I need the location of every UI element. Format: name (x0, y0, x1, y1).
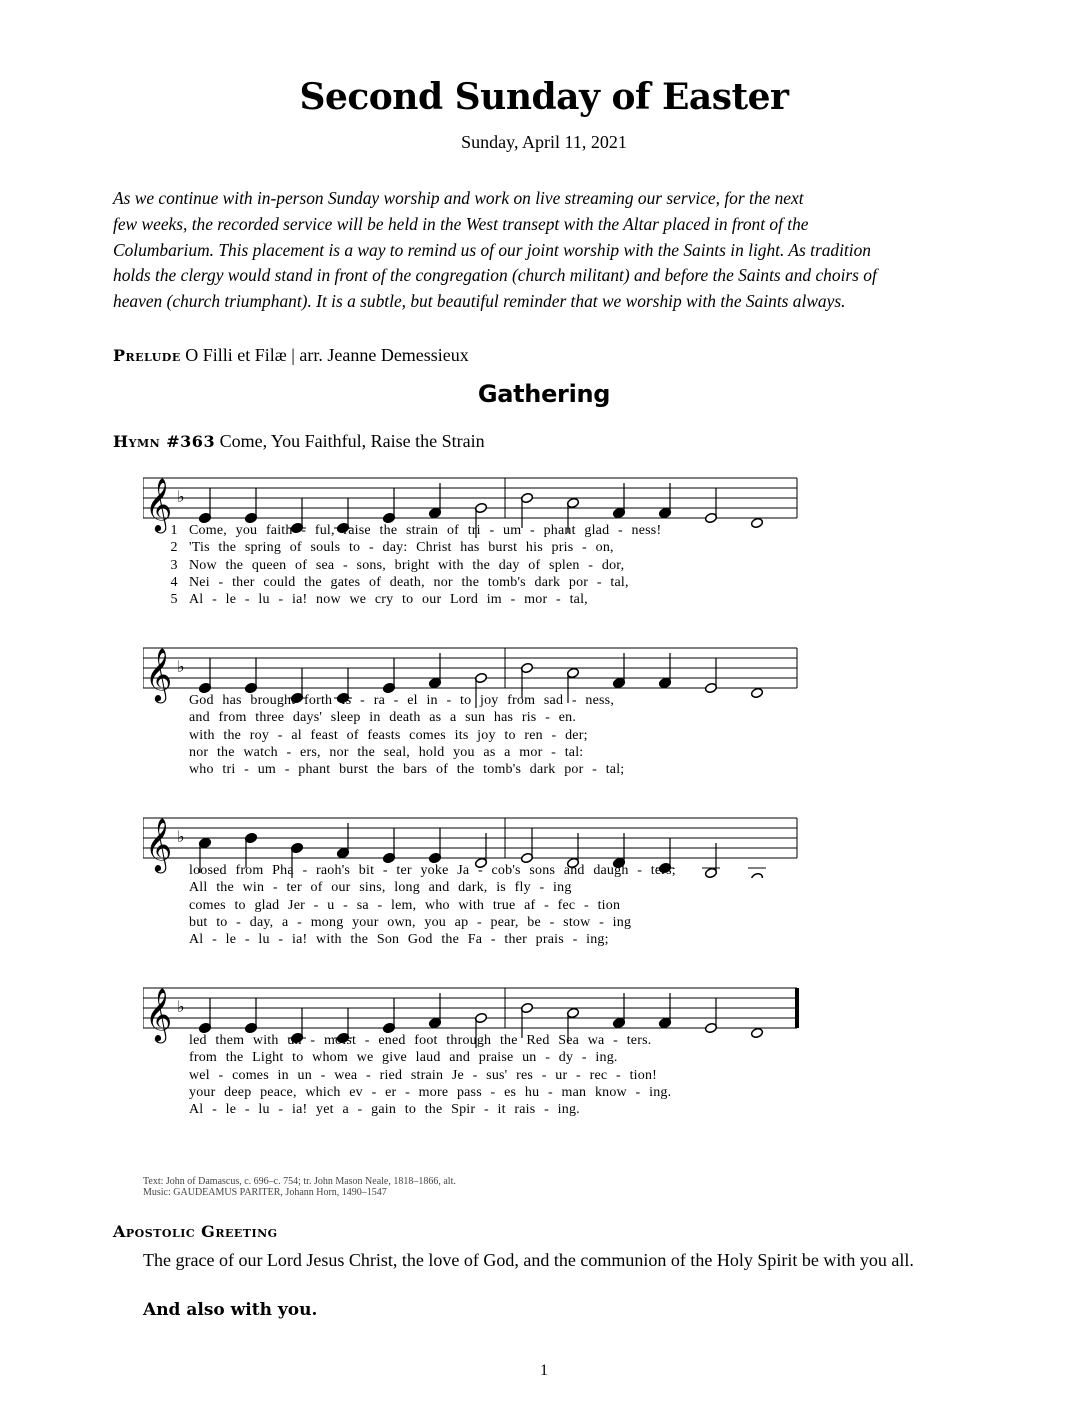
greeting-label: Apostolic Greeting (113, 1222, 278, 1241)
intro-paragraph (113, 186, 993, 315)
lyric-text: from the Light to whom we give laud and praise un - dy - ing. (189, 1050, 618, 1066)
lyric-text: loosed from Pha - raoh's bit - ter yoke Ja - cob's sons and daugh - ters; (189, 863, 676, 878)
lyric-text: God has brought forth Is - ra - el in - to joy from sad - ness, (189, 693, 615, 708)
svg-text:♭: ♭ (177, 997, 185, 1016)
lyric-text: Come, you faith - ful, raise the strain of tri - um - phant glad - ness! (189, 523, 662, 538)
verse-line (143, 914, 803, 931)
svg-text:𝄞: 𝄞 (145, 817, 173, 871)
verse-line (143, 539, 803, 556)
verse-line (143, 897, 803, 914)
intro-line: Columbarium. This placement is a way to remind us of our joint worship with the Saints in light. As tradition (113, 239, 871, 260)
svg-text:♭: ♭ (177, 487, 185, 506)
verse-line (143, 1101, 803, 1118)
intro-line: holds the clergy would stand in front of the congregation (church militant) and before the Saints and choirs of (113, 265, 877, 286)
gathering-heading: Gathering (477, 380, 611, 408)
verse-lyrics (143, 692, 803, 778)
lyric-text: comes to glad Jer - u - sa - lem, who with true af - fec - tion (189, 897, 621, 913)
verse-line (143, 879, 803, 896)
verse-line (143, 744, 803, 761)
verse-lyrics (143, 862, 803, 948)
verse-number: 2 (170, 540, 178, 556)
verse-line (143, 709, 803, 726)
lyric-text: and from three days' sleep in death as a sun has ris - en. (189, 710, 577, 726)
svg-text:𝄞: 𝄞 (145, 647, 173, 701)
verse-line (143, 1049, 803, 1066)
verse-lyrics (143, 522, 803, 608)
lyric-text: 'Tis the spring of souls to - day: Christ has burst his pris - on, (189, 540, 614, 556)
lyric-text: Al - le - lu - ia! with the Son God the Fa - ther prais - ing; (189, 932, 609, 948)
svg-text:𝄞: 𝄞 (145, 987, 173, 1041)
prelude-arranger: arr. Jeanne Demessieux (299, 345, 469, 365)
verse-line (143, 1032, 803, 1049)
hymn-label: Hymn #363 (113, 432, 216, 451)
svg-text:𝄞: 𝄞 (145, 477, 173, 531)
verse-line (143, 522, 803, 539)
verse-line (143, 931, 803, 948)
prelude-label: Prelude (113, 346, 181, 365)
lyric-text: but to - day, a - mong your own, you ap - pear, be - stow - ing (189, 914, 632, 930)
verse-line (143, 591, 803, 608)
service-date: Sunday, April 11, 2021 (461, 132, 627, 152)
lyric-text: your deep peace, which ev - er - more pass - es hu - man know - ing. (189, 1084, 672, 1100)
greeting-response: And also with you. (143, 1300, 318, 1320)
lyric-text: nor the watch - ers, nor the seal, hold you as a mor - tal: (189, 744, 584, 760)
verse-number: 1 (170, 523, 178, 538)
page-number: 1 (540, 1362, 548, 1379)
hymn-title: Come, You Faithful, Raise the Strain (219, 431, 485, 451)
verse-line (143, 727, 803, 744)
hymn-score (143, 466, 803, 1146)
svg-text:♭: ♭ (177, 657, 185, 676)
text-credit: Text: John of Damascus, c. 696–c. 754; tr. John Mason Neale, 1818–1866, alt. (143, 1176, 456, 1187)
verse-line (143, 761, 803, 778)
verse-number: 3 (170, 557, 178, 573)
verse-line (143, 557, 803, 574)
prelude-line (113, 345, 469, 366)
intro-line: As we continue with in-person Sunday worship and work on live streaming our service, for the next (113, 188, 804, 208)
verse-line (143, 1067, 803, 1084)
lyric-text: Al - le - lu - ia! now we cry to our Lord im - mor - tal, (189, 592, 588, 608)
hymn-credits (143, 1176, 456, 1198)
verse-line (143, 1084, 803, 1101)
verse-line (143, 574, 803, 591)
music-credit: Music: GAUDEAMUS PARITER, Johann Horn, 1490–1547 (143, 1187, 387, 1198)
lyric-text: led them with un - moist - ened foot through the Red Sea wa - ters. (189, 1033, 652, 1048)
verse-line (143, 862, 803, 879)
lyric-text: Nei - ther could the gates of death, nor the tomb's dark por - tal, (189, 574, 629, 590)
verse-number: 5 (170, 592, 178, 608)
lyric-text: who tri - um - phant burst the bars of the tomb's dark por - tal; (189, 762, 625, 778)
prelude-title: O Filli et Filæ (185, 345, 287, 365)
lyric-text: All the win - ter of our sins, long and dark, is fly - ing (189, 880, 572, 896)
greeting-text: The grace of our Lord Jesus Christ, the love of God, and the communion of the Holy Spirit be with you all. (143, 1250, 914, 1270)
hymn-line (113, 431, 485, 452)
prelude-separator: | (291, 345, 295, 365)
verse-lyrics (143, 1032, 803, 1118)
svg-text:♭: ♭ (177, 827, 185, 846)
verse-number: 4 (170, 574, 178, 590)
intro-line: few weeks, the recorded service will be held in the West transept with the Altar placed in front of the (113, 213, 809, 234)
lyric-text: wel - comes in un - wea - ried strain Je - sus' res - ur - rec - tion! (189, 1067, 658, 1083)
lyric-text: Al - le - lu - ia! yet a - gain to the Spir - it rais - ing. (189, 1102, 580, 1118)
lyric-text: with the roy - al feast of feasts comes its joy to ren - der; (189, 727, 588, 743)
page-title: Second Sunday of Easter (299, 76, 789, 118)
verse-line (143, 692, 803, 709)
intro-line: heaven (church triumphant). It is a subtle, but beautiful reminder that we worship with the Saints always. (113, 291, 846, 312)
lyric-text: Now the queen of sea - sons, bright with the day of splen - dor, (189, 557, 625, 573)
